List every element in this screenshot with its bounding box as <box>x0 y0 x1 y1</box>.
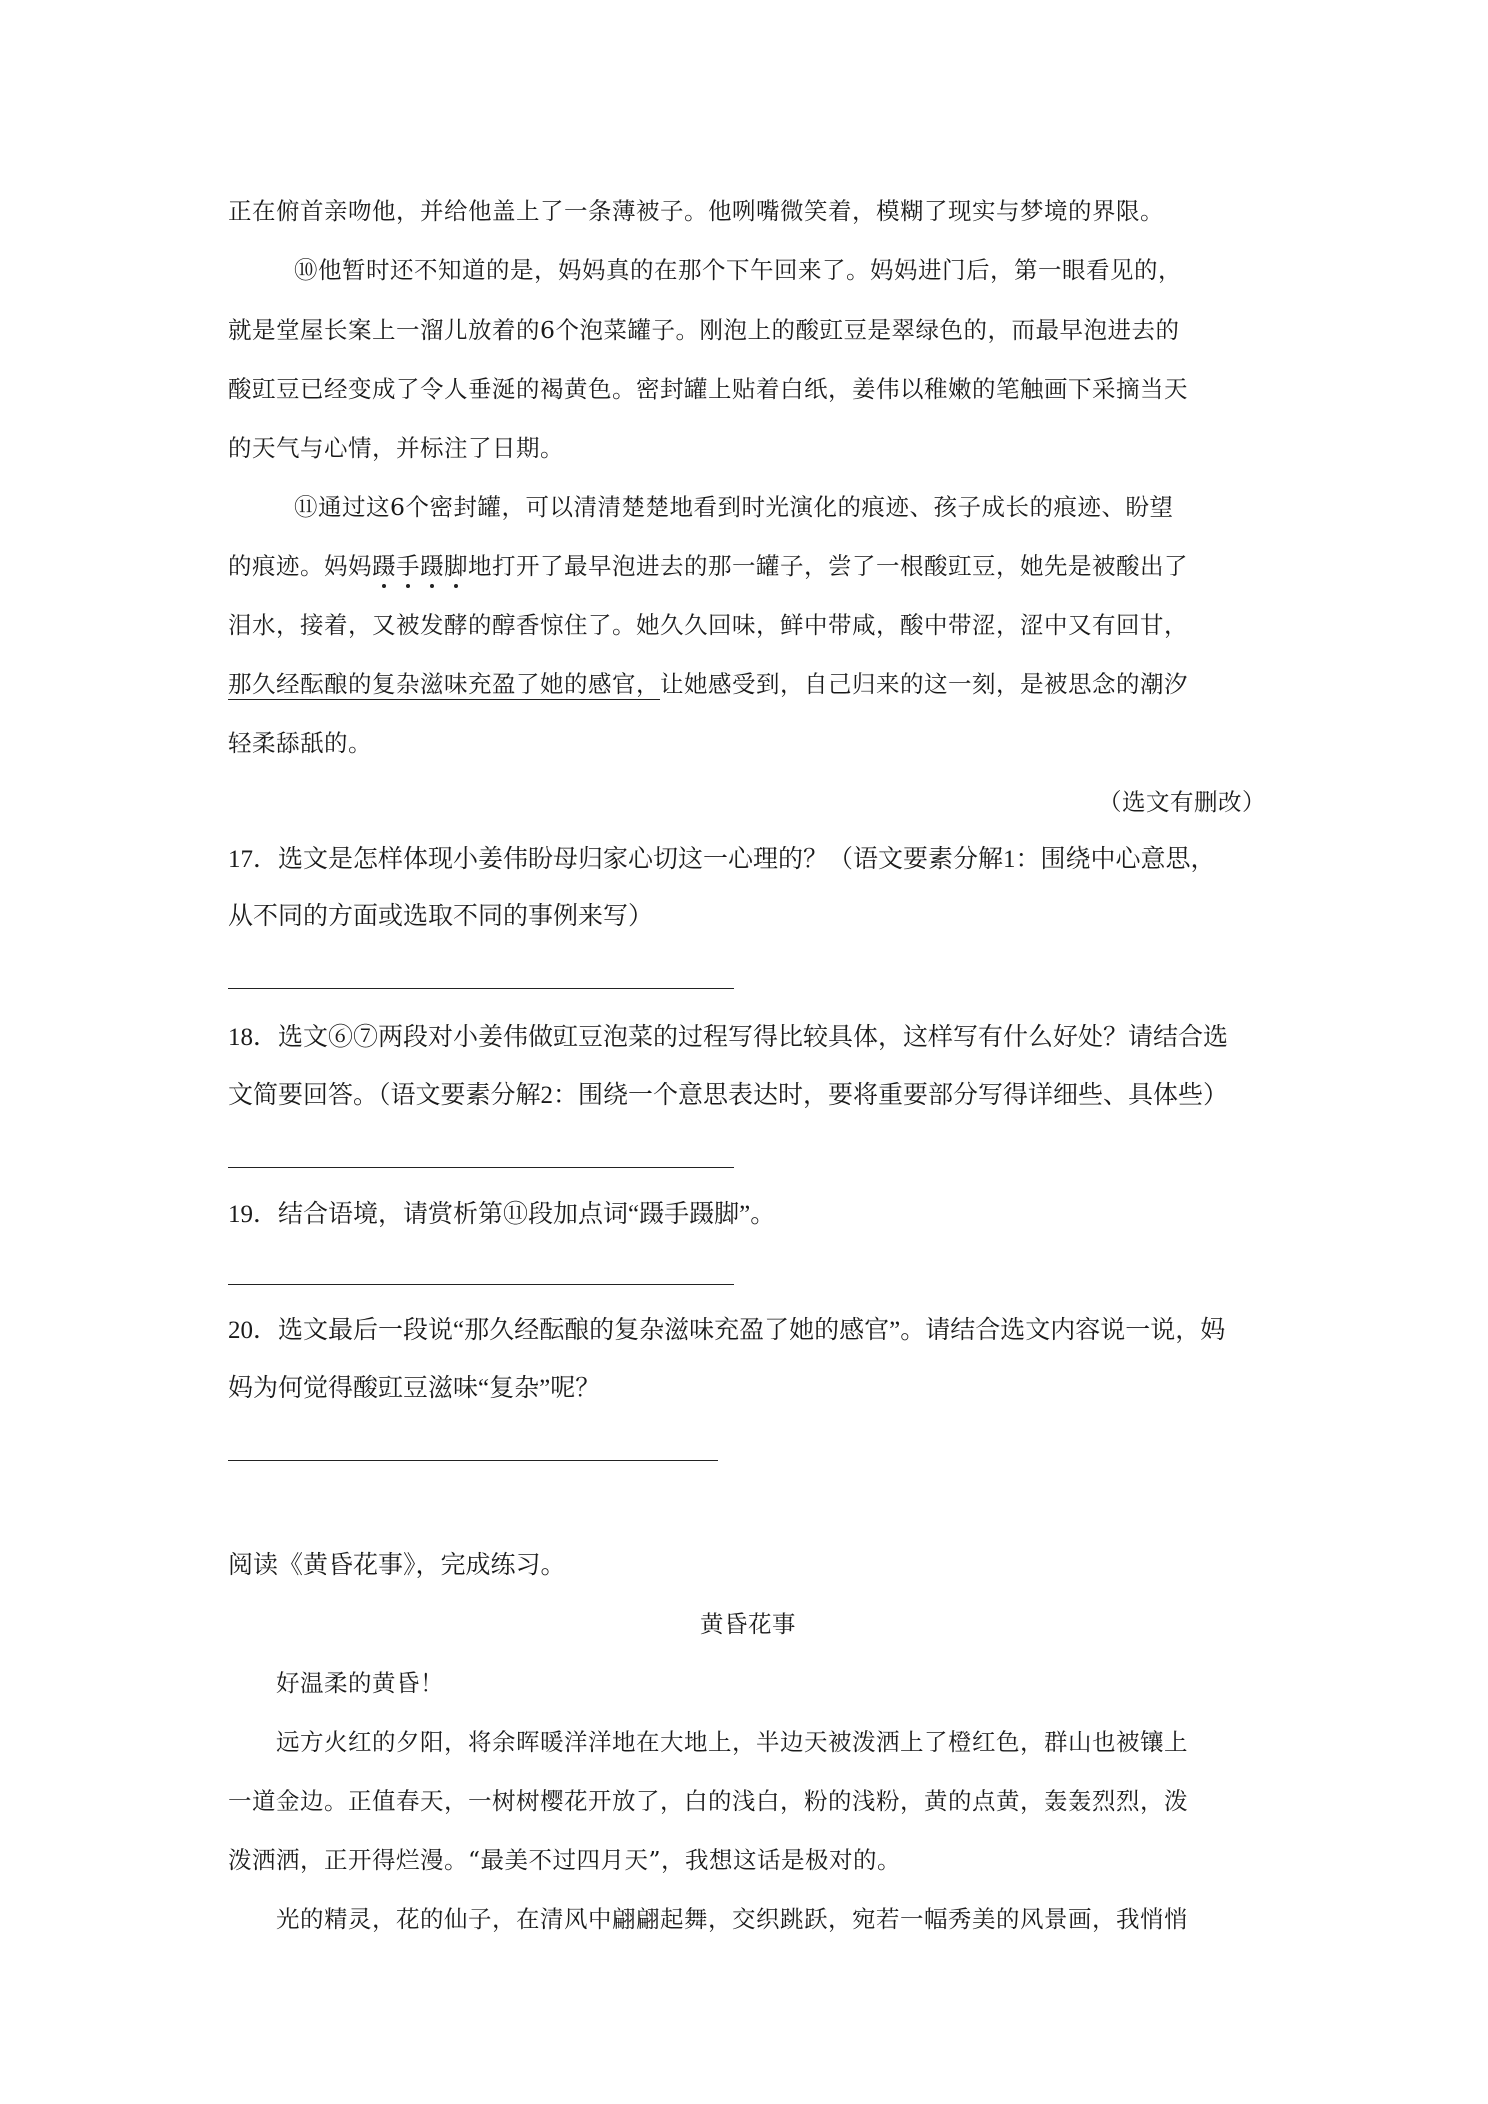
paragraph-10-line: 的天气与心情，并标注了日期。 <box>228 434 564 462</box>
source-note: （选文有删改） <box>1098 788 1266 816</box>
question-17-line: 从不同的方面或选取不同的事例来写） <box>228 903 654 930</box>
question-18-line: 18．选文⑥⑦两段对小姜伟做豇豆泡菜的过程写得比较具体，这样写有什么好处？请结合选 <box>228 1024 1229 1051</box>
paragraph-11-text: 的痕迹。妈妈 <box>228 552 372 580</box>
paragraph-11-line: ⑪通过这6个密封罐，可以清清楚楚地看到时光演化的痕迹、孩子成长的痕迹、盼望 <box>294 493 1174 521</box>
dotted-character: 手 <box>396 552 420 580</box>
question-17-line: 17．选文是怎样体现小姜伟盼母归家心切这一心理的？（语文要素分解1：围绕中心意思， <box>228 846 1216 873</box>
question-19-line: 19．结合语境，请赏析第⑪段加点词“蹑手蹑脚”。 <box>228 1201 776 1228</box>
paragraph-11-text: 让她感受到，自己归来的这一刻，是被思念的潮汐 <box>660 670 1188 698</box>
dotted-character: 蹑 <box>372 552 396 580</box>
answer-blank-20[interactable] <box>228 1460 718 1461</box>
answer-blank-17[interactable] <box>228 988 734 989</box>
question-18-line: 文简要回答。（语文要素分解2：围绕一个意思表达时，要将重要部分写得详细些、具体些） <box>228 1082 1229 1109</box>
answer-blank-19[interactable] <box>228 1284 734 1285</box>
passage-line: 正在俯首亲吻他，并给他盖上了一条薄被子。他咧嘴微笑着，模糊了现实与梦境的界限。 <box>228 197 1164 225</box>
underlined-sentence: 那久经酝酿的复杂滋味充盈了她的感官， <box>228 670 660 698</box>
paragraph-11-text: 地打开了最早泡进去的那一罐子，尝了一根酸豇豆，她先是被酸出了 <box>468 552 1188 580</box>
reading-instruction: 阅读《黄昏花事》，完成练习。 <box>228 1552 566 1579</box>
paragraph-11-line <box>228 549 1188 583</box>
answer-blank-18[interactable] <box>228 1167 734 1168</box>
passage-paragraph-2-line: 泼洒洒，正开得烂漫。“最美不过四月天”，我想这话是极对的。 <box>228 1846 902 1874</box>
passage-paragraph-3-line: 光的精灵，花的仙子，在清风中翩翩起舞，交织跳跃，宛若一幅秀美的风景画，我悄悄 <box>276 1905 1188 1933</box>
passage-paragraph-2-line: 远方火红的夕阳，将余晖暖洋洋地在大地上，半边天被泼洒上了橙红色，群山也被镶上 <box>276 1728 1188 1756</box>
dotted-word-niesho-niejiao <box>372 552 468 580</box>
passage-title: 黄昏花事 <box>700 1610 796 1638</box>
dotted-character: 蹑 <box>420 552 444 580</box>
question-20-line: 20．选文最后一段说“那久经酝酿的复杂滋味充盈了她的感官”。请结合选文内容说一说，妈 <box>228 1317 1226 1344</box>
question-20-line: 妈为何觉得酸豇豆滋味“复杂”呢？ <box>228 1375 601 1402</box>
passage-paragraph-1: 好温柔的黄昏！ <box>276 1669 444 1697</box>
passage-paragraph-2-line: 一道金边。正值春天，一树树樱花开放了，白的浅白，粉的浅粉，黄的点黄，轰轰烈烈，泼 <box>228 1787 1188 1815</box>
dotted-character: 脚 <box>444 552 468 580</box>
paragraph-10-line: 就是堂屋长案上一溜儿放着的6个泡菜罐子。刚泡上的酸豇豆是翠绿色的，而最早泡进去的 <box>228 316 1180 344</box>
paragraph-11-line: 泪水，接着，又被发酵的醇香惊住了。她久久回味，鲜中带咸，酸中带涩，涩中又有回甘， <box>228 611 1188 639</box>
paragraph-11-line: 轻柔舔舐的。 <box>228 729 372 757</box>
paragraph-10-line: 酸豇豆已经变成了令人垂涎的褐黄色。密封罐上贴着白纸，姜伟以稚嫩的笔触画下采摘当天 <box>228 375 1188 403</box>
paragraph-11-line <box>228 667 1188 701</box>
paragraph-10-line: ⑩他暂时还不知道的是，妈妈真的在那个下午回来了。妈妈进门后，第一眼看见的， <box>294 256 1182 284</box>
